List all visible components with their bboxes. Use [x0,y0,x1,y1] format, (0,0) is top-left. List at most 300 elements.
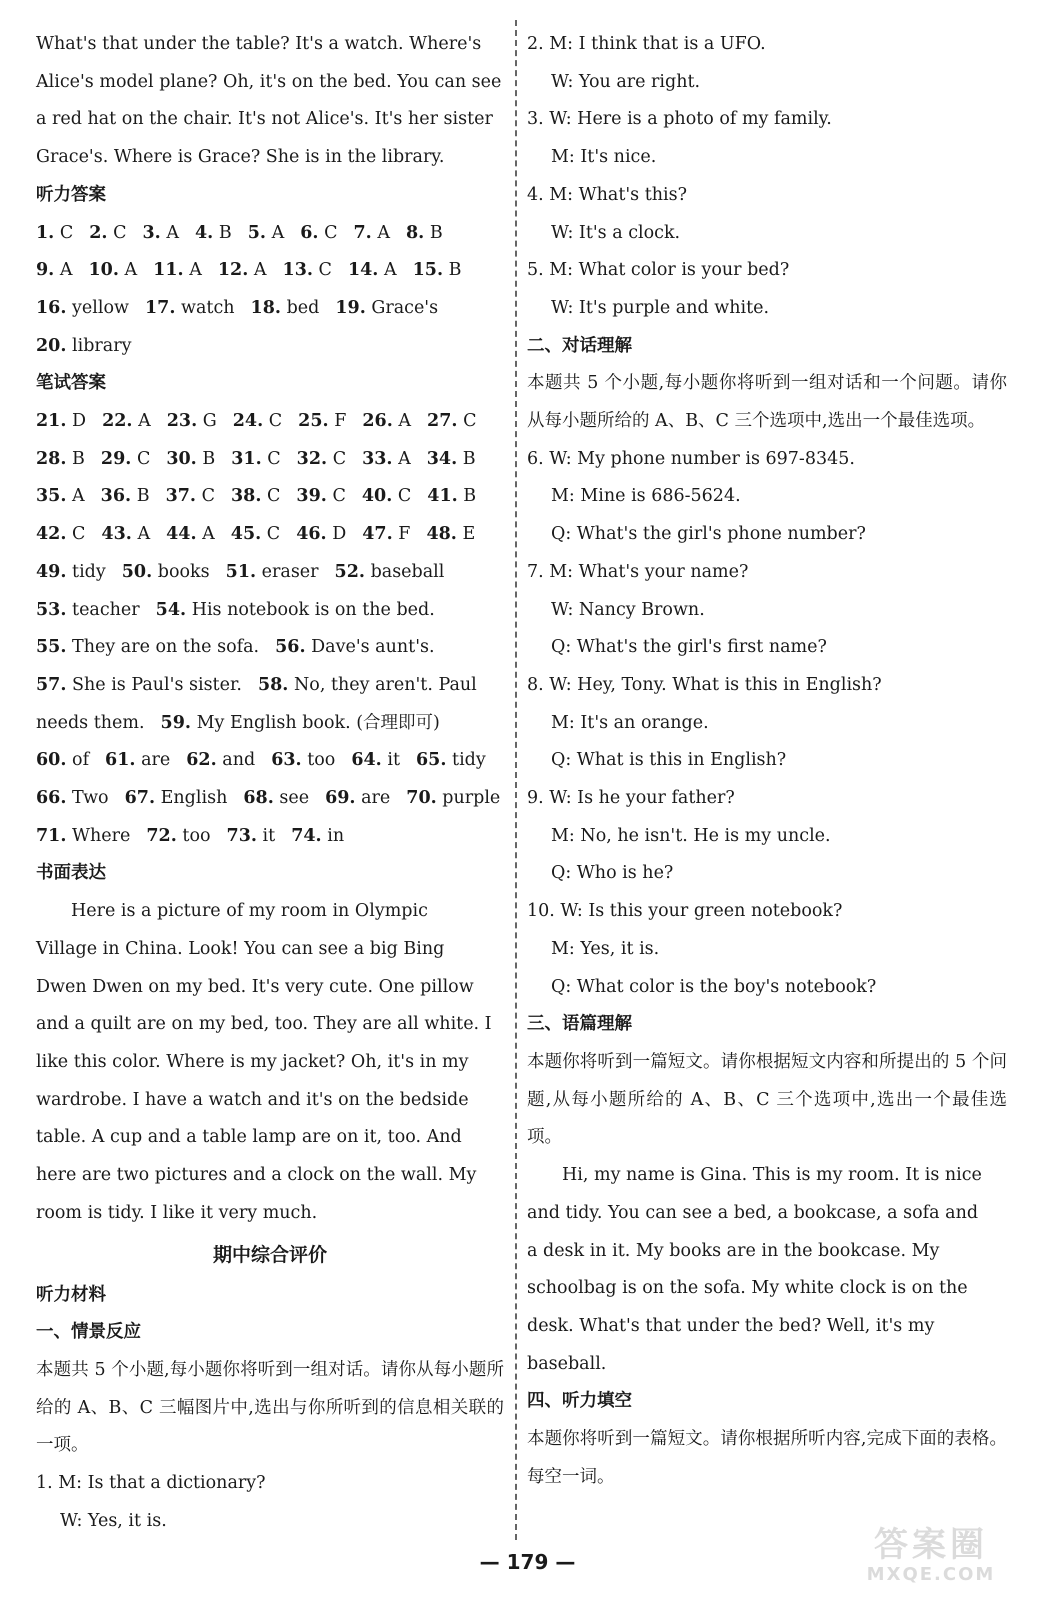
answer-value: G [202,411,217,432]
answer-value: C [324,222,338,243]
dialog-line: 6. W: My phone number is 697-8345. [527,448,855,469]
answer-row [36,629,504,667]
intro-line: Grace's. Where is Grace? She is in the library. [36,147,445,168]
answer-value: A [59,260,73,281]
answer-item [166,449,215,469]
answer-value: E [462,524,476,545]
answer-value: of [72,750,90,771]
answer-item [186,750,255,770]
answer-value: purple [442,788,501,809]
answer-number: 16. [36,297,67,318]
dialog-line: Q: What color is the boy's notebook? [551,976,877,997]
answer-value: A [124,260,138,281]
answer-value: No, they aren't. Paul [293,674,477,695]
answer-value: C [266,524,281,545]
answer-number: 62. [186,750,217,771]
writing-line: wardrobe. I have a watch and it's on the bedside [36,1089,469,1110]
answer-item [248,223,285,243]
answer-number: 49. [36,561,67,582]
answer-value: A [271,222,285,243]
answer-value: A [72,486,85,507]
dialog-line: 8. W: Hey, Tony. What is this in English? [527,674,882,695]
answer-item [231,524,280,544]
intro-line: What's that under the table? It's a watch. Where's [36,34,482,54]
answer-item [36,411,86,431]
answer-item [296,524,346,544]
answer-item [36,298,129,318]
dialog-line: M: It's nice. [551,147,657,168]
answer-item [105,750,170,770]
answer-value: C [59,222,74,243]
dialog-line: M: Mine is 686-5624. [551,486,741,507]
answer-value: library [72,335,132,356]
answer-item [362,524,410,544]
answer-number: 4. [195,222,214,243]
answer-item [145,298,235,318]
answer-number: 9. [36,260,55,281]
answer-row [36,818,504,856]
answer-item [406,788,500,808]
answer-item [166,486,215,506]
answer-number: 70. [406,788,437,809]
answer-number: 14. [347,260,379,281]
answer-item [36,336,131,356]
section2-heading: 二、对话理解 [527,335,632,356]
answer-number: 73. [226,825,257,846]
writing-line: here are two pictures and a clock on the wall. My [36,1165,477,1186]
answer-number: 67. [124,788,156,809]
answer-item [102,411,151,431]
listening-answers [36,215,504,366]
answer-item [362,411,411,431]
answer-number: 52. [334,561,365,582]
answer-number: 39. [296,486,327,507]
answer-number: 19. [335,297,366,318]
answer-item [258,675,477,695]
answer-value: B [202,448,216,469]
answer-number: 54. [155,599,187,620]
answer-item [36,524,85,544]
answer-value: it [387,750,400,771]
answer-value: B [448,260,462,281]
dialog-line: 5. M: What color is your bed? [527,260,790,281]
answer-number: 29. [100,448,132,469]
answer-item [36,562,106,582]
answer-row [36,592,504,630]
section1-description: 本题共 5 个小题,每小题你将听到一组对话。请你从每小题所给的 A、B、C 三幅图片中,选出与你所听到的信息相关联的一项。 [36,1359,504,1456]
answer-number: 12. [217,260,249,281]
answer-value: in [327,825,345,846]
answer-value: C [201,486,215,507]
answer-item [300,223,337,243]
right-column [527,26,1007,1496]
answer-item [166,524,215,544]
answer-value: C [397,486,412,507]
answer-item [89,223,126,243]
answer-number: 74. [291,825,322,846]
answer-value: C [463,411,477,432]
answer-item [167,411,217,431]
answer-value: F [334,411,347,432]
answer-number: 69. [325,788,356,809]
answer-number: 48. [426,524,457,545]
answer-value: A [377,222,390,243]
intro-line: a red hat on the chair. It's not Alice's. It's her sister [36,109,493,130]
answer-item [427,486,476,506]
answer-item [36,788,109,808]
answer-value: Dave's aunt's. [311,637,435,658]
answer-number: 1. [36,222,55,243]
answer-value: A [202,524,215,545]
written-answers-heading: 笔试答案 [36,373,106,394]
answer-item [146,826,210,846]
answer-value: English [160,788,228,809]
answer-row [36,478,504,516]
answer-value: B [429,222,443,243]
answer-number: 28. [36,448,67,469]
answer-value: C [332,486,346,507]
dialog-line: Q: What's the girl's first name? [551,637,827,658]
answer-number: 53. [36,599,67,620]
dialogs-top [527,26,1007,328]
answer-value: C [267,486,281,507]
watermark-text: 答案圈 [874,1525,988,1565]
answer-row [36,667,504,705]
written-answers [36,403,504,855]
answer-number: 59. [160,712,191,733]
answer-item [427,411,476,431]
answer-number: 51. [225,561,257,582]
answer-value: baseball [370,561,445,582]
answer-number: 37. [165,486,197,507]
answer-value: My English book. (合理即可) [196,712,440,733]
dialog-line: W: Nancy Brown. [551,599,705,620]
writing-line: and a quilt are on my bed, too. They are all white. I [36,1014,492,1035]
answer-value: B [72,448,85,469]
answer-value: C [332,448,347,469]
answer-row [36,705,504,743]
answer-row [36,290,504,328]
answer-item [335,298,438,318]
answer-item [36,826,130,846]
answer-number: 36. [100,486,132,507]
answer-number: 72. [146,825,177,846]
answer-item [348,260,397,280]
answer-value: D [332,524,347,545]
answer-number: 21. [36,411,67,432]
answer-value: B [463,486,477,507]
answer-item [227,826,276,846]
writing-line: Village in China. Look! You can see a big Bing [36,938,445,959]
answer-number: 31. [231,448,262,469]
answer-number: 18. [250,297,281,318]
answer-value: A [383,260,397,281]
answer-value: yellow [72,297,129,318]
answer-item [251,298,320,318]
answer-value: needs them. [36,712,145,733]
answer-item [275,637,434,657]
answer-number: 24. [232,411,264,432]
answer-row [36,252,504,290]
answer-number: 34. [426,448,458,469]
answer-row [36,516,504,554]
dialog-line: 3. W: Here is a photo of my family. [527,109,832,130]
answer-item [161,713,440,733]
dialog-line: W: It's purple and white. [551,297,770,318]
dialog-line: 10. W: Is this your green notebook? [527,901,843,922]
answer-item [36,600,140,620]
answer-item [426,524,475,544]
dialog-line: W: It's a clock. [551,222,681,243]
answer-number: 46. [296,524,327,545]
answer-number: 41. [427,486,458,507]
answer-item [231,486,280,506]
answer-item [416,750,486,770]
answer-number: 25. [298,411,329,432]
answer-item [427,449,476,469]
section3-heading: 三、语篇理解 [527,1014,632,1035]
answer-item [291,826,344,846]
writing-line: table. A cup and a table lamp are on it, too. And [36,1127,462,1148]
answer-item [298,411,346,431]
answer-number: 2. [89,222,108,243]
answer-value: A [189,260,202,281]
answer-number: 66. [36,788,67,809]
answer-item [89,260,138,280]
listening-material-heading: 听力材料 [36,1284,106,1305]
answer-number: 57. [36,674,67,695]
answer-number: 44. [166,524,197,545]
answer-number: 5. [247,222,267,243]
answer-item [101,486,150,506]
answer-number: 26. [362,411,393,432]
answer-value: C [113,222,127,243]
answer-item [36,637,259,657]
dialog-line: Q: What is this in English? [551,750,787,771]
dialog-line: 4. M: What's this? [527,184,687,205]
answer-number: 23. [166,411,198,432]
answer-value: She is Paul's sister. [72,674,242,695]
passage-line: schoolbag is on the sofa. My white clock is on the [527,1278,968,1299]
answer-number: 35. [36,486,67,507]
answer-value: A [166,222,179,243]
listening-answers-heading: 听力答案 [36,184,106,205]
answer-value: B [136,486,150,507]
answer-number: 22. [102,411,133,432]
dialog-line: M: No, he isn't. He is my uncle. [551,825,831,846]
dialog-line: 7. M: What's your name? [527,561,749,582]
section4-heading: 四、听力填空 [527,1391,632,1412]
section3-description: 本题你将听到一篇短文。请你根据短文内容和所提出的 5 个问题,从每小题所给的 A、B、C 三个选项中,选出一个最佳选项。 [527,1051,1007,1148]
answer-value: watch [181,297,235,318]
answer-item [325,788,390,808]
writing-heading: 书面表达 [36,863,106,884]
answer-value: A [398,448,411,469]
answer-number: 64. [351,750,382,771]
answer-value: B [218,222,232,243]
answer-item [125,788,228,808]
answer-value: too [182,825,211,846]
answer-item [297,449,346,469]
answer-value: A [138,411,151,432]
writing-line: room is tidy. I like it very much. [36,1202,318,1223]
dialog-line: M: It's an orange. [551,712,709,733]
answer-value: A [398,411,412,432]
answer-row [36,554,504,592]
answer-value: tidy [452,750,486,771]
answer-item [233,411,282,431]
intro-line: Alice's model plane? Oh, it's on the bed. You can see [36,71,502,92]
watermark-logo [831,1526,1031,1590]
answer-item [406,223,443,243]
answer-item [153,260,202,280]
section1-heading: 一、情景反应 [36,1322,141,1343]
answer-item [36,675,242,695]
answer-row [36,742,504,780]
passage-line: baseball. [527,1353,607,1374]
answer-item [226,562,319,582]
answer-value: Grace's [371,297,439,318]
answer-value: His notebook is on the bed. [191,599,435,620]
answer-value: are [141,750,171,771]
answer-value: They are on the sofa. [72,637,260,658]
answer-value: are [361,788,391,809]
answer-value: C [318,260,332,281]
answer-item [362,486,411,506]
dialog-line: W: Yes, it is. [60,1510,167,1531]
answer-value: D [72,411,87,432]
answer-number: 13. [282,260,313,281]
section-title: 期中综合评价 [212,1243,327,1266]
answer-number: 20. [36,335,67,356]
answer-item [36,750,89,770]
answer-number: 65. [416,750,447,771]
answer-item [362,449,411,469]
answer-item [353,223,390,243]
answer-number: 11. [153,260,184,281]
answer-value: B [462,448,476,469]
answer-value: F [398,524,411,545]
dialog-line: M: Yes, it is. [551,938,660,959]
writing-line: Dwen Dwen on my bed. It's very cute. One pillow [36,976,474,997]
answer-item [36,713,145,733]
answer-value: C [268,411,283,432]
dialog-line: 9. W: Is he your father? [527,788,735,809]
answer-item [101,524,150,544]
answer-item [122,562,210,582]
answer-item [143,223,180,243]
answer-number: 15. [412,260,444,281]
answer-number: 27. [427,411,458,432]
dialog-line: Q: Who is he? [551,863,674,884]
answer-number: 43. [101,524,132,545]
answer-value: bed [286,297,320,318]
answer-row [36,328,504,366]
answer-value: Two [72,788,109,809]
answer-item [195,223,232,243]
answer-item [36,449,85,469]
passage-line: and tidy. You can see a bed, a bookcase, a sofa and [527,1202,979,1223]
answer-number: 50. [121,561,153,582]
answer-value: eraser [261,561,319,582]
answer-number: 71. [36,825,67,846]
answer-number: 8. [405,222,425,243]
dialogs-mid [527,441,1007,1007]
answer-number: 63. [271,750,302,771]
writing-line: like this color. Where is my jacket? Oh, it's in my [36,1051,469,1072]
answer-item [296,486,345,506]
dialog-line: 2. M: I think that is a UFO. [527,34,766,54]
answer-number: 17. [144,297,176,318]
answer-number: 30. [166,448,197,469]
passage-line: desk. What's that under the bed? Well, it's my [527,1315,935,1336]
watermark-url: MXQE.COM [866,1564,996,1585]
answer-value: and [222,750,256,771]
answer-value: tidy [72,561,106,582]
passage-line: a desk in it. My books are in the bookcase. My [527,1240,940,1261]
answer-number: 45. [230,524,262,545]
answer-item [36,223,73,243]
passage-line: Hi, my name is Gina. This is my room. It is nice [562,1165,982,1186]
answer-row [36,780,504,818]
answer-number: 3. [142,222,161,243]
answer-value: C [267,448,281,469]
answer-number: 56. [275,637,306,658]
answer-value: C [72,524,86,545]
answer-value: books [157,561,210,582]
section4-description: 本题你将听到一篇短文。请你根据所听内容,完成下面的表格。每空一词。 [527,1429,1007,1487]
answer-number: 38. [231,486,262,507]
answer-number: 40. [361,486,393,507]
answer-number: 55. [36,637,67,658]
writing-line: Here is a picture of my room in Olympic [71,901,428,922]
page-number: — 179 — [479,1550,576,1574]
answer-value: A [137,524,151,545]
dialog-line: 1. M: Is that a dictionary? [36,1473,266,1494]
answer-row [36,403,504,441]
answer-item [36,486,85,506]
dialog-line: W: You are right. [551,71,701,92]
answer-number: 7. [353,222,372,243]
answer-number: 61. [105,750,136,771]
answer-item [271,750,335,770]
answer-item [231,449,280,469]
dialog-line: Q: What's the girl's phone number? [551,524,866,545]
answer-value: C [136,448,151,469]
answer-value: see [279,788,310,809]
answer-item [335,562,445,582]
answer-row [36,215,504,253]
answer-item [413,260,462,280]
answer-item [283,260,332,280]
section2-description: 本题共 5 个小题,每小题你将听到一组对话和一个问题。请你从每小题所给的 A、B、C 三个选项中,选出一个最佳选项。 [527,373,1007,432]
answer-item [101,449,150,469]
answer-item [351,750,400,770]
answer-value: it [262,825,276,846]
answer-row [36,441,504,479]
answer-value: too [307,750,336,771]
answer-number: 60. [36,750,67,771]
answer-number: 6. [300,222,319,243]
answer-number: 47. [362,524,393,545]
answer-number: 32. [296,448,328,469]
answer-number: 58. [257,674,289,695]
answer-item [156,600,435,620]
answer-item [243,788,309,808]
answer-item [218,260,267,280]
answer-value: A [253,260,267,281]
answer-value: Where [72,825,131,846]
